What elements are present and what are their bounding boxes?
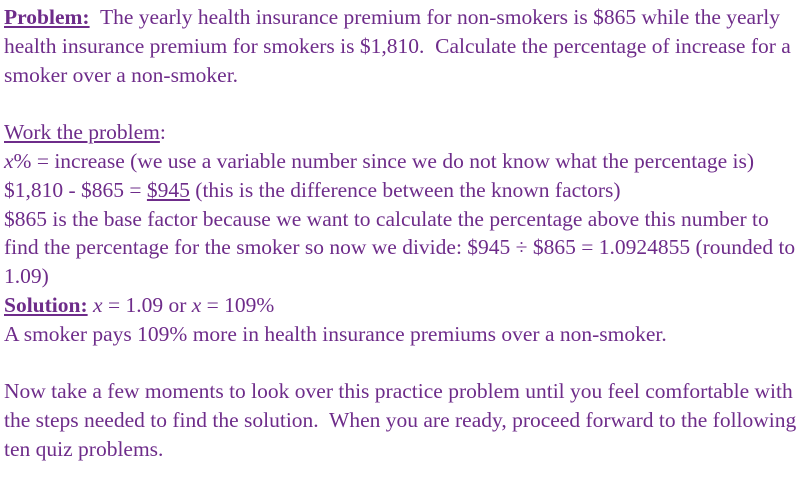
- work-step-variable-text: % = increase (we use a variable number since we do not know what the percentage is): [13, 148, 754, 173]
- solution-end: = 109%: [201, 292, 275, 317]
- difference-result: $945: [146, 177, 190, 202]
- spacer: [4, 89, 800, 118]
- solution-variable-x-2: x: [191, 292, 202, 317]
- work-step-division: $865 is the base factor because we want to calculate the percentage above this number to find the percentage for the smoker so now we divide: $945 ÷ $865 = 1.0924855 (rounded to 1.09): [4, 206, 796, 289]
- solution-mid: = 1.09 or: [102, 292, 192, 317]
- solution-label: Solution:: [4, 292, 88, 317]
- work-heading: Work the problem: [4, 120, 160, 145]
- practice-problem-document: [4, 3, 800, 464]
- problem-label: Problem:: [4, 5, 90, 29]
- work-heading-line: [4, 118, 800, 147]
- variable-x: x: [4, 148, 14, 173]
- difference-expression: $1,810 - $865 =: [4, 177, 147, 202]
- solution-line: [4, 291, 800, 320]
- spacer: [4, 349, 800, 378]
- solution-variable-x: x: [93, 292, 103, 317]
- work-step-difference: [4, 176, 800, 205]
- difference-note: (this is the difference between the known factors): [189, 177, 621, 202]
- problem-text: The yearly health insurance premium for non-smokers is $865 while the yearly health insurance premium for smokers is $1,810. Calculate the percentage of increase for a smoker over a non-smoker.: [4, 5, 797, 87]
- work-heading-colon: :: [159, 120, 166, 145]
- problem-statement: [4, 3, 800, 89]
- work-step-variable: [4, 147, 800, 176]
- closing-instructions: Now take a few moments to look over this practice problem until you feel comfortable with the steps needed to find the solution. When you are ready, proceed forward to the following ten quiz problems.: [4, 379, 802, 461]
- solution-summary: A smoker pays 109% more in health insurance premiums over a non-smoker.: [4, 321, 667, 346]
